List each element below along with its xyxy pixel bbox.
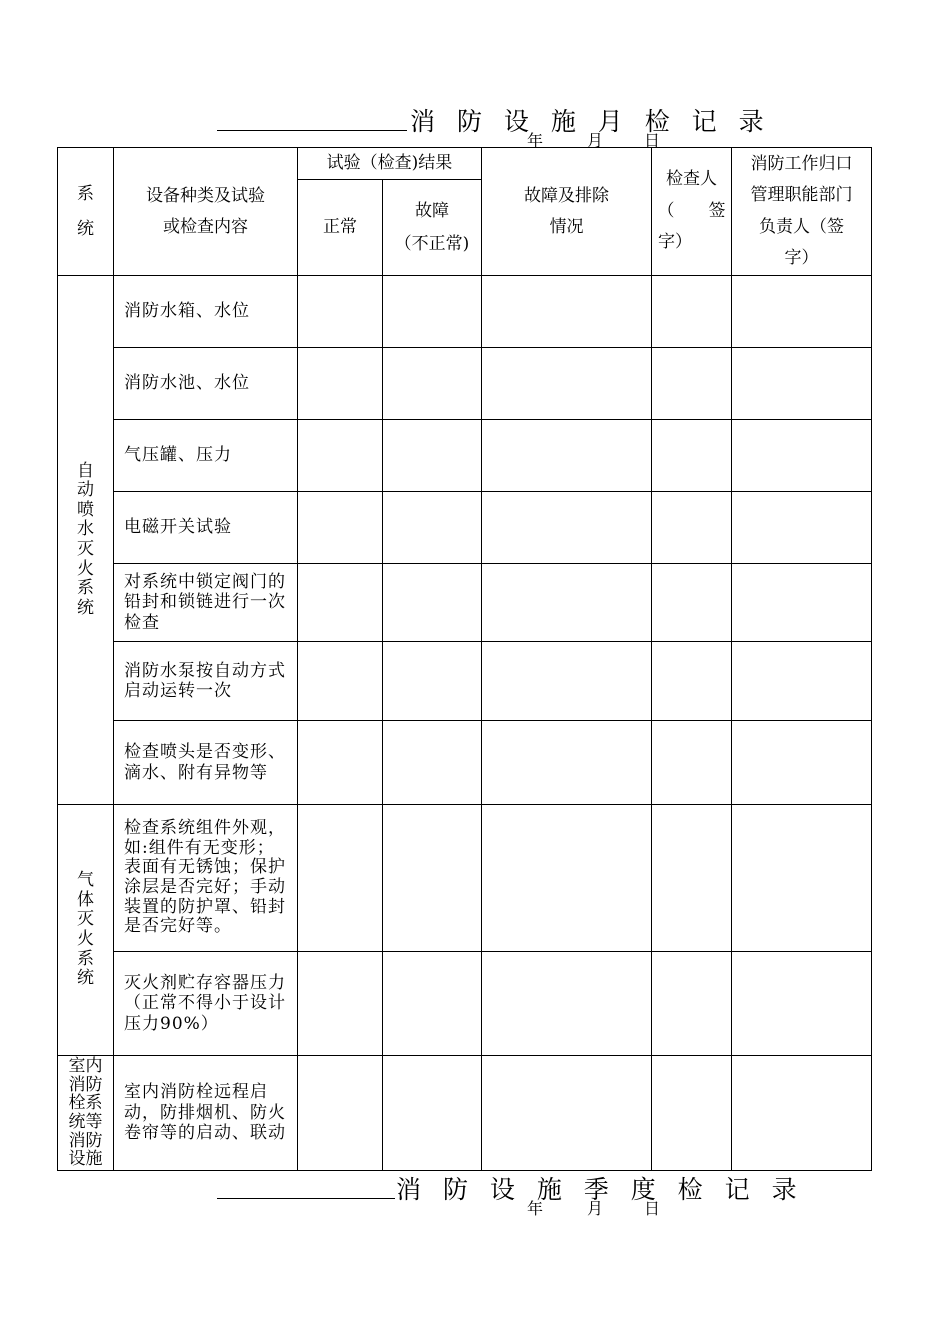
cell-fault[interactable] <box>383 276 482 348</box>
cell-normal[interactable] <box>298 1056 383 1171</box>
quarterly-date <box>527 1196 660 1219</box>
quarterly-date-day: 日 <box>644 1199 661 1218</box>
cell-normal[interactable] <box>298 420 383 492</box>
system-sprinkler: 自动喷水灭火系统 <box>58 276 114 805</box>
item-pressure-tank: 气压罐、压力 <box>114 420 298 492</box>
item-gas-component-check: 检查系统组件外观，如:组件有无变形；表面有无锈蚀；保护涂层是否完好；手动装置的防护罩、铅封是否完好等。 <box>114 805 298 952</box>
cell-fault[interactable] <box>383 952 482 1056</box>
cell-fault-handling[interactable] <box>482 1056 652 1171</box>
cell-fault[interactable] <box>383 805 482 952</box>
cell-fault[interactable] <box>383 420 482 492</box>
header-fault-handling: 故障及排除 情况 <box>482 148 652 276</box>
quarterly-name-blank <box>217 1174 395 1199</box>
cell-normal[interactable] <box>298 952 383 1056</box>
cell-fault-handling[interactable] <box>482 721 652 805</box>
cell-dept-sign[interactable] <box>732 420 872 492</box>
cell-normal[interactable] <box>298 348 383 420</box>
system-indoor-hydrant: 室内消防栓系统等消防设施 <box>58 1056 114 1171</box>
cell-inspector[interactable] <box>652 805 732 952</box>
cell-fault[interactable] <box>383 1056 482 1171</box>
item-water-pool: 消防水池、水位 <box>114 348 298 420</box>
header-inspector: 检查人 （ 签 字） <box>652 148 732 276</box>
header-dept-responsible: 消防工作归口 管理职能部门 负责人（签 字） <box>732 148 872 276</box>
quarterly-title-row <box>0 1168 950 1228</box>
cell-dept-sign[interactable] <box>732 952 872 1056</box>
cell-dept-sign[interactable] <box>732 348 872 420</box>
header-system: 系 统 <box>58 148 114 276</box>
monthly-title: 消 防 设 施 月 检 记 录 <box>410 107 771 136</box>
quarterly-date-month: 月 <box>587 1199 604 1218</box>
monthly-date-day: 日 <box>644 131 661 150</box>
cell-dept-sign[interactable] <box>732 276 872 348</box>
header-fault: 故障 （不正常) <box>383 180 482 276</box>
item-valve-seal-check: 对系统中锁定阀门的铅封和锁链进行一次检查 <box>114 564 298 642</box>
cell-dept-sign[interactable] <box>732 642 872 721</box>
monthly-date-month: 月 <box>587 131 604 150</box>
item-agent-container-pressure: 灭火剂贮存容器压力（正常不得小于设计压力90%） <box>114 952 298 1056</box>
item-pump-auto-start: 消防水泵按自动方式启动运转一次 <box>114 642 298 721</box>
system-gas: 气体灭火系统 <box>58 805 114 1056</box>
cell-fault[interactable] <box>383 642 482 721</box>
cell-fault[interactable] <box>383 721 482 805</box>
cell-inspector[interactable] <box>652 721 732 805</box>
cell-fault-handling[interactable] <box>482 348 652 420</box>
inspection-table <box>57 147 872 1171</box>
cell-fault-handling[interactable] <box>482 492 652 564</box>
cell-inspector[interactable] <box>652 492 732 564</box>
cell-normal[interactable] <box>298 276 383 348</box>
item-solenoid-test: 电磁开关试验 <box>114 492 298 564</box>
monthly-name-blank <box>217 106 407 131</box>
cell-normal[interactable] <box>298 721 383 805</box>
cell-fault-handling[interactable] <box>482 642 652 721</box>
cell-normal[interactable] <box>298 564 383 642</box>
cell-normal[interactable] <box>298 642 383 721</box>
item-sprinkler-head-check: 检查喷头是否变形、滴水、附有异物等 <box>114 721 298 805</box>
cell-dept-sign[interactable] <box>732 564 872 642</box>
cell-fault-handling[interactable] <box>482 952 652 1056</box>
monthly-date-year: 年 <box>527 131 544 150</box>
cell-dept-sign[interactable] <box>732 1056 872 1171</box>
cell-dept-sign[interactable] <box>732 805 872 952</box>
cell-inspector[interactable] <box>652 348 732 420</box>
cell-inspector[interactable] <box>652 564 732 642</box>
header-result-group: 试验（检查)结果 <box>298 148 482 180</box>
cell-normal[interactable] <box>298 805 383 952</box>
cell-inspector[interactable] <box>652 276 732 348</box>
quarterly-date-year: 年 <box>527 1199 544 1218</box>
cell-fault-handling[interactable] <box>482 805 652 952</box>
cell-inspector[interactable] <box>652 420 732 492</box>
cell-inspector[interactable] <box>652 1056 732 1171</box>
cell-fault-handling[interactable] <box>482 420 652 492</box>
cell-inspector[interactable] <box>652 952 732 1056</box>
item-hydrant-remote-start: 室内消防栓远程启动，防排烟机、防火卷帘等的启动、联动 <box>114 1056 298 1171</box>
cell-fault[interactable] <box>383 348 482 420</box>
header-normal: 正常 <box>298 180 383 276</box>
cell-normal[interactable] <box>298 492 383 564</box>
item-water-tank: 消防水箱、水位 <box>114 276 298 348</box>
cell-fault[interactable] <box>383 564 482 642</box>
cell-fault[interactable] <box>383 492 482 564</box>
cell-dept-sign[interactable] <box>732 721 872 805</box>
quarterly-title: 消 防 设 施 季 度 检 记 录 <box>396 1175 804 1204</box>
cell-inspector[interactable] <box>652 642 732 721</box>
header-item: 设备种类及试验 或检查内容 <box>114 148 298 276</box>
cell-fault-handling[interactable] <box>482 276 652 348</box>
cell-fault-handling[interactable] <box>482 564 652 642</box>
cell-dept-sign[interactable] <box>732 492 872 564</box>
